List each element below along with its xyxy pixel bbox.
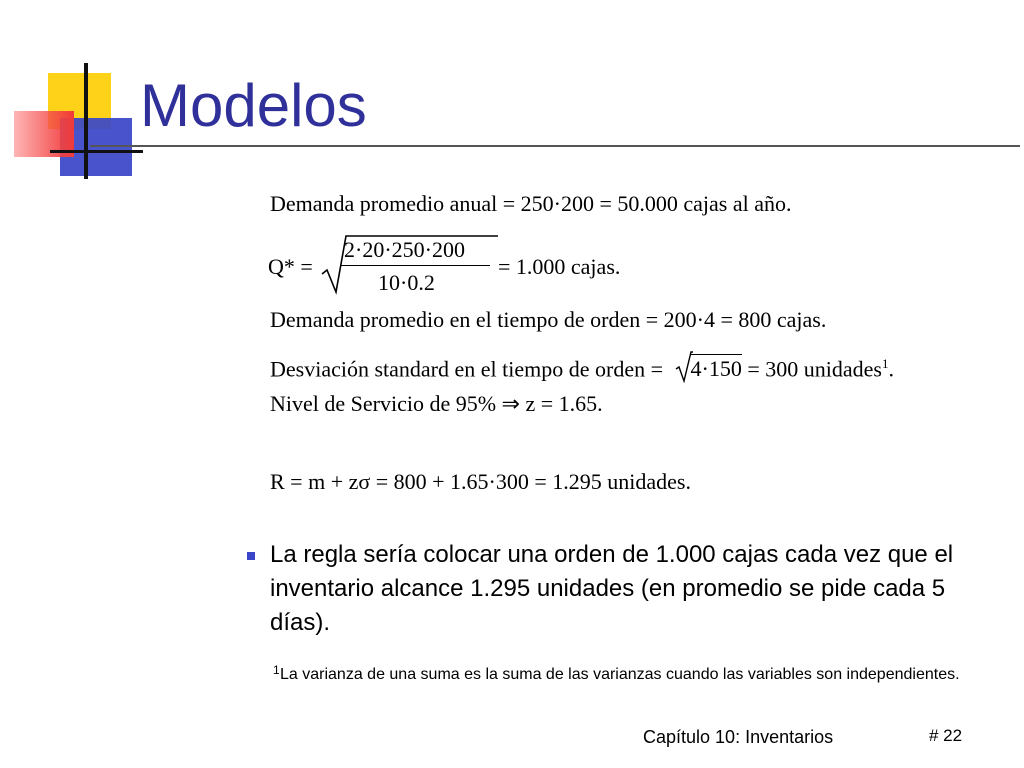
desviacion-footnote-ref: 1: [881, 356, 889, 371]
bullet-marker: [247, 552, 255, 560]
formula-demanda-anual: Demanda promedio anual = 250·200 = 50.000 cajas al año.: [270, 191, 792, 216]
title-divider: [90, 145, 1020, 147]
sqrt-sign-small: [675, 351, 693, 383]
desviacion-sqrt: [675, 355, 742, 383]
formula-reorder-point: R = m + zσ = 800 + 1.65·300 = 1.295 unidades.: [270, 469, 691, 494]
q-denominator: 10·0.2: [378, 270, 435, 295]
logo-vertical-line: [84, 63, 88, 179]
slide-title: Modelos: [140, 72, 367, 139]
desviacion-end: .: [888, 356, 894, 382]
q-numerator: 2·20·250·200: [344, 237, 465, 262]
footnote-number: 1: [273, 663, 280, 677]
formula-desviacion: [270, 350, 894, 383]
fraction-bar: [340, 265, 490, 266]
q-result: = 1.000 cajas.: [498, 254, 621, 279]
bullet-text: La regla sería colocar una orden de 1.000 cajas cada vez que el inventario alcance 1.295 unidades (en promedio se pide cada 5 días).: [270, 541, 954, 636]
formula-nivel-servicio: Nivel de Servicio de 95% ⇒ z = 1.65.: [270, 391, 603, 416]
q-label: Q* =: [268, 254, 313, 279]
desviacion-prefix: Desviación standard en el tiempo de orden =: [270, 356, 664, 382]
footer-chapter: Capítulo 10: Inventarios: [643, 727, 834, 747]
formula-demanda-tiempo: Demanda promedio en el tiempo de orden = 200·4 = 800 cajas.: [270, 307, 827, 332]
desviacion-radicand: 4·150: [690, 356, 742, 382]
desviacion-result: = 300 unidades: [747, 356, 882, 382]
logo-horizontal-line: [50, 150, 143, 153]
footnote-text: La varianza de una suma es la suma de las varianzas cuando las variables son independientes.: [280, 666, 960, 683]
footer-page-number: # 22: [929, 726, 963, 745]
formula-q-star: [268, 234, 648, 300]
